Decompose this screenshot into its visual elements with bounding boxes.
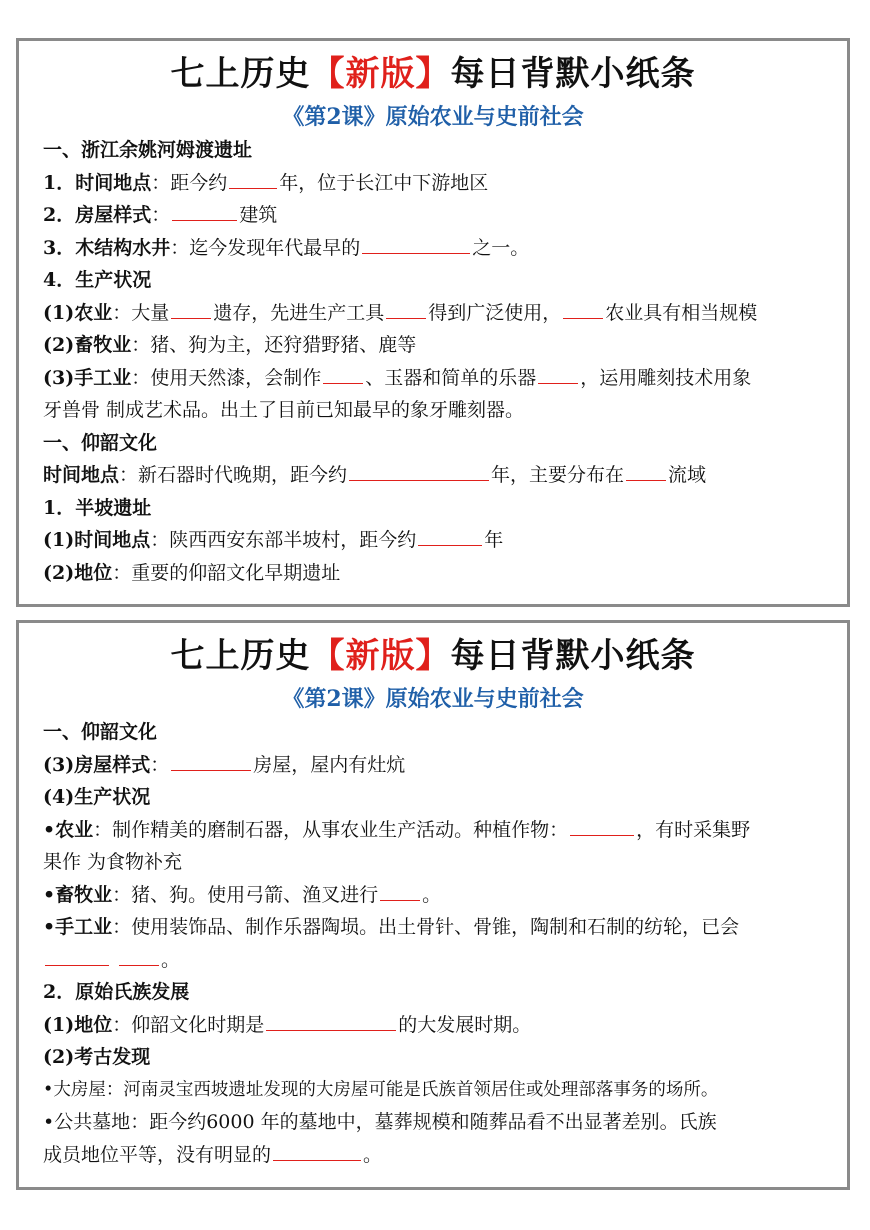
title-text-2: 每日背默小纸条: [450, 54, 696, 94]
item-line: 1．半坡遗址: [43, 496, 152, 519]
item-line: •手工业：使用装饰品、制作乐器陶埙。出土骨针、骨锥，陶制和石制的纺轮，已会: [43, 916, 740, 938]
title-text: 七上历史: [170, 636, 311, 676]
fill-blank[interactable]: [570, 834, 634, 836]
fill-blank[interactable]: [119, 964, 159, 966]
item-line: (2)地位：重要的仰韶文化早期遗址: [43, 561, 341, 584]
item-line: 时间地点：新石器时代晚期，距今约 年，主要分布在 流域: [43, 464, 707, 486]
item-line: (1)时间地点：陕西西安东部半坡村，距今约 年: [43, 529, 504, 551]
card-title: [19, 632, 847, 680]
note-card-1: [16, 38, 850, 607]
item-line: (2)考古发现: [43, 1046, 151, 1068]
card-body: [19, 134, 847, 589]
item-line: •农业：制作精美的磨制石器，从事农业生产活动。种植作物： ，有时采集野: [43, 818, 751, 841]
item-line: 牙兽骨 制成艺术品。出土了目前已知最早的象牙雕刻器。: [43, 399, 525, 421]
fill-blank[interactable]: [171, 317, 211, 319]
item-line: (1)地位：仰韶文化时期是 的大发展时期。: [43, 1013, 532, 1036]
item-line: 果作 为食物补充: [43, 851, 183, 873]
card-body: [19, 716, 847, 1171]
fill-blank[interactable]: [45, 964, 109, 966]
lesson-subtitle: 《第2课》原始农业与史前社会: [282, 686, 584, 712]
section-heading: 一、仰韶文化: [43, 721, 158, 743]
fill-blank[interactable]: [418, 544, 482, 546]
title-new-edition: 【新版】: [310, 636, 451, 676]
fill-blank[interactable]: [626, 479, 666, 481]
item-line: (3)手工业：使用天然漆，会制作 、玉器和简单的乐器 ，运用雕刻技术用象: [43, 366, 752, 389]
item-line: •公共墓地：距今约6000 年的墓地中，墓葬规模和随葬品看不出显著差别。氏族: [43, 1111, 717, 1133]
fill-blank[interactable]: [349, 479, 489, 481]
item-line: (1)农业：大量 遗存，先进生产工具 得到广泛使用， 农业具有相当规模: [43, 301, 758, 324]
item-line: 2．原始氏族发展: [43, 981, 190, 1003]
item-line: 。: [43, 944, 847, 977]
fill-blank[interactable]: [380, 899, 420, 901]
lesson-subtitle: 《第2课》原始农业与史前社会: [282, 104, 584, 130]
title-new-edition: 【新版】: [310, 54, 451, 94]
fill-blank[interactable]: [563, 317, 603, 319]
title-text-2: 每日背默小纸条: [450, 636, 696, 676]
card-title: [19, 50, 847, 98]
fill-blank[interactable]: [171, 769, 251, 771]
fill-blank[interactable]: [386, 317, 426, 319]
item-line: 2．房屋样式： 建筑: [43, 204, 278, 226]
fill-blank[interactable]: [266, 1029, 396, 1031]
section-heading: 一、浙江余姚河姆渡遗址: [43, 139, 253, 161]
item-line: 成员地位平等，没有明显的 。: [43, 1143, 383, 1166]
note-card-2: [16, 620, 850, 1190]
fill-blank[interactable]: [323, 382, 363, 384]
section-heading: 一、仰韶文化: [43, 431, 158, 454]
fill-blank[interactable]: [273, 1159, 361, 1161]
item-line: 3．木结构水井：迄今发现年代最早的 之一。: [43, 236, 530, 259]
item-line: •大房屋：河南灵宝西坡遗址发现的大房屋可能是氏族首领居住或处理部落事务的场所。: [43, 1079, 719, 1100]
item-line: 1．时间地点：距今约 年，位于长江中下游地区: [43, 171, 489, 194]
title-text: 七上历史: [170, 54, 311, 94]
item-line: (4)生产状况: [43, 786, 151, 808]
item-line: (2)畜牧业：猪、狗为主，还狩猎野猪、鹿等: [43, 334, 417, 356]
fill-blank[interactable]: [538, 382, 578, 384]
fill-blank[interactable]: [172, 219, 237, 221]
item-line: (3)房屋样式： 房屋，屋内有灶炕: [43, 753, 406, 776]
item-line: •畜牧业：猪、狗。使用弓箭、渔叉进行 。: [43, 883, 442, 906]
fill-blank[interactable]: [229, 187, 277, 189]
fill-blank[interactable]: [362, 252, 470, 254]
item-line: 4．生产状况: [43, 269, 152, 291]
